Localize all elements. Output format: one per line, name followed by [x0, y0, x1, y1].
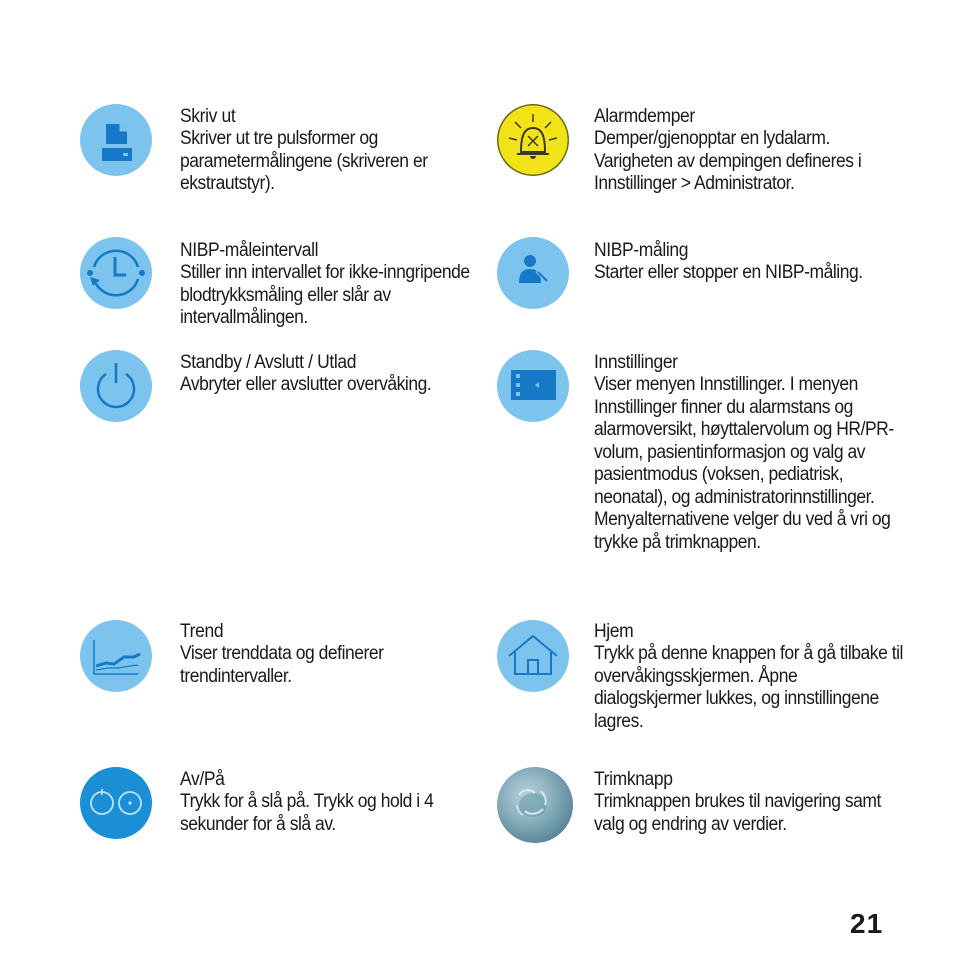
entry-title: Alarmdemper — [594, 106, 695, 127]
trim-knob-icon — [497, 767, 573, 843]
entry-title: Av/På — [180, 769, 225, 790]
entry-description: Starter eller stopper en NIBP-måling. — [594, 262, 863, 283]
alarm-silence-icon — [497, 104, 569, 176]
entry-title: Standby / Avslutt / Utlad — [180, 352, 357, 373]
printer-icon — [80, 104, 152, 176]
nibp-person-icon — [497, 237, 569, 309]
entry-alarmdemper — [594, 106, 914, 196]
entry-nibp-maleintervall — [180, 240, 500, 330]
entry-description: Avbryter eller avslutter overvåking. — [180, 374, 432, 395]
entry-innstillinger — [594, 352, 914, 554]
entry-hjem — [594, 621, 914, 733]
entry-trimknapp — [594, 769, 914, 836]
entry-title: NIBP-måling — [594, 240, 689, 261]
entry-description: Trykk på denne knappen for å gå tilbake til overvåkingsskjermen. Åpne dialogskjermer lukkes, og innstillingene lagres. — [594, 643, 903, 732]
entry-description: Viser menyen Innstillinger. I menyen Innstillinger finner du alarmstans og alarmoversikt, høyttalervolum og HR/PR-volum, pasientinformasjon og valg av pasientmodus (voksen, pediatrisk, neonatal), og administratorinnstillinger. Menyalternativene velger du ved å vri og trykke på trimknappen. — [594, 374, 894, 553]
entry-title: Innstillinger — [594, 352, 678, 373]
entry-description: Demper/gjenopptar en lydalarm. Varigheten av dempingen defineres i Innstillinger > Administrator. — [594, 128, 862, 194]
entry-trend — [180, 621, 500, 688]
entry-skriv-ut — [180, 106, 500, 196]
entry-description: Skriver ut tre pulsformer og parametermålingene (skriveren er ekstrautstyr). — [180, 128, 428, 194]
entry-description: Trimknappen brukes til navigering samt valg og endring av verdier. — [594, 791, 881, 835]
trend-graph-icon — [80, 620, 152, 692]
entry-nibp-maling — [594, 240, 914, 285]
entry-title: Skriv ut — [180, 106, 236, 127]
home-icon — [497, 620, 569, 692]
settings-menu-icon — [497, 350, 569, 422]
on-off-icon — [80, 767, 152, 839]
power-icon — [80, 350, 152, 422]
page-number: 21 — [850, 908, 884, 939]
entry-standby — [180, 352, 500, 397]
entry-title: Hjem — [594, 621, 634, 642]
entry-description: Viser trenddata og definerer trendintervaller. — [180, 643, 384, 687]
entry-title: NIBP-måleintervall — [180, 240, 319, 261]
entry-description: Trykk for å slå på. Trykk og hold i 4 sekunder for å slå av. — [180, 791, 434, 835]
entry-av-pa — [180, 769, 500, 836]
entry-title: Trimknapp — [594, 769, 673, 790]
entry-title: Trend — [180, 621, 224, 642]
clock-interval-icon — [80, 237, 152, 309]
entry-description: Stiller inn intervallet for ikke-inngripende blodtrykksmåling eller slår av intervallmålingen. — [180, 262, 470, 328]
